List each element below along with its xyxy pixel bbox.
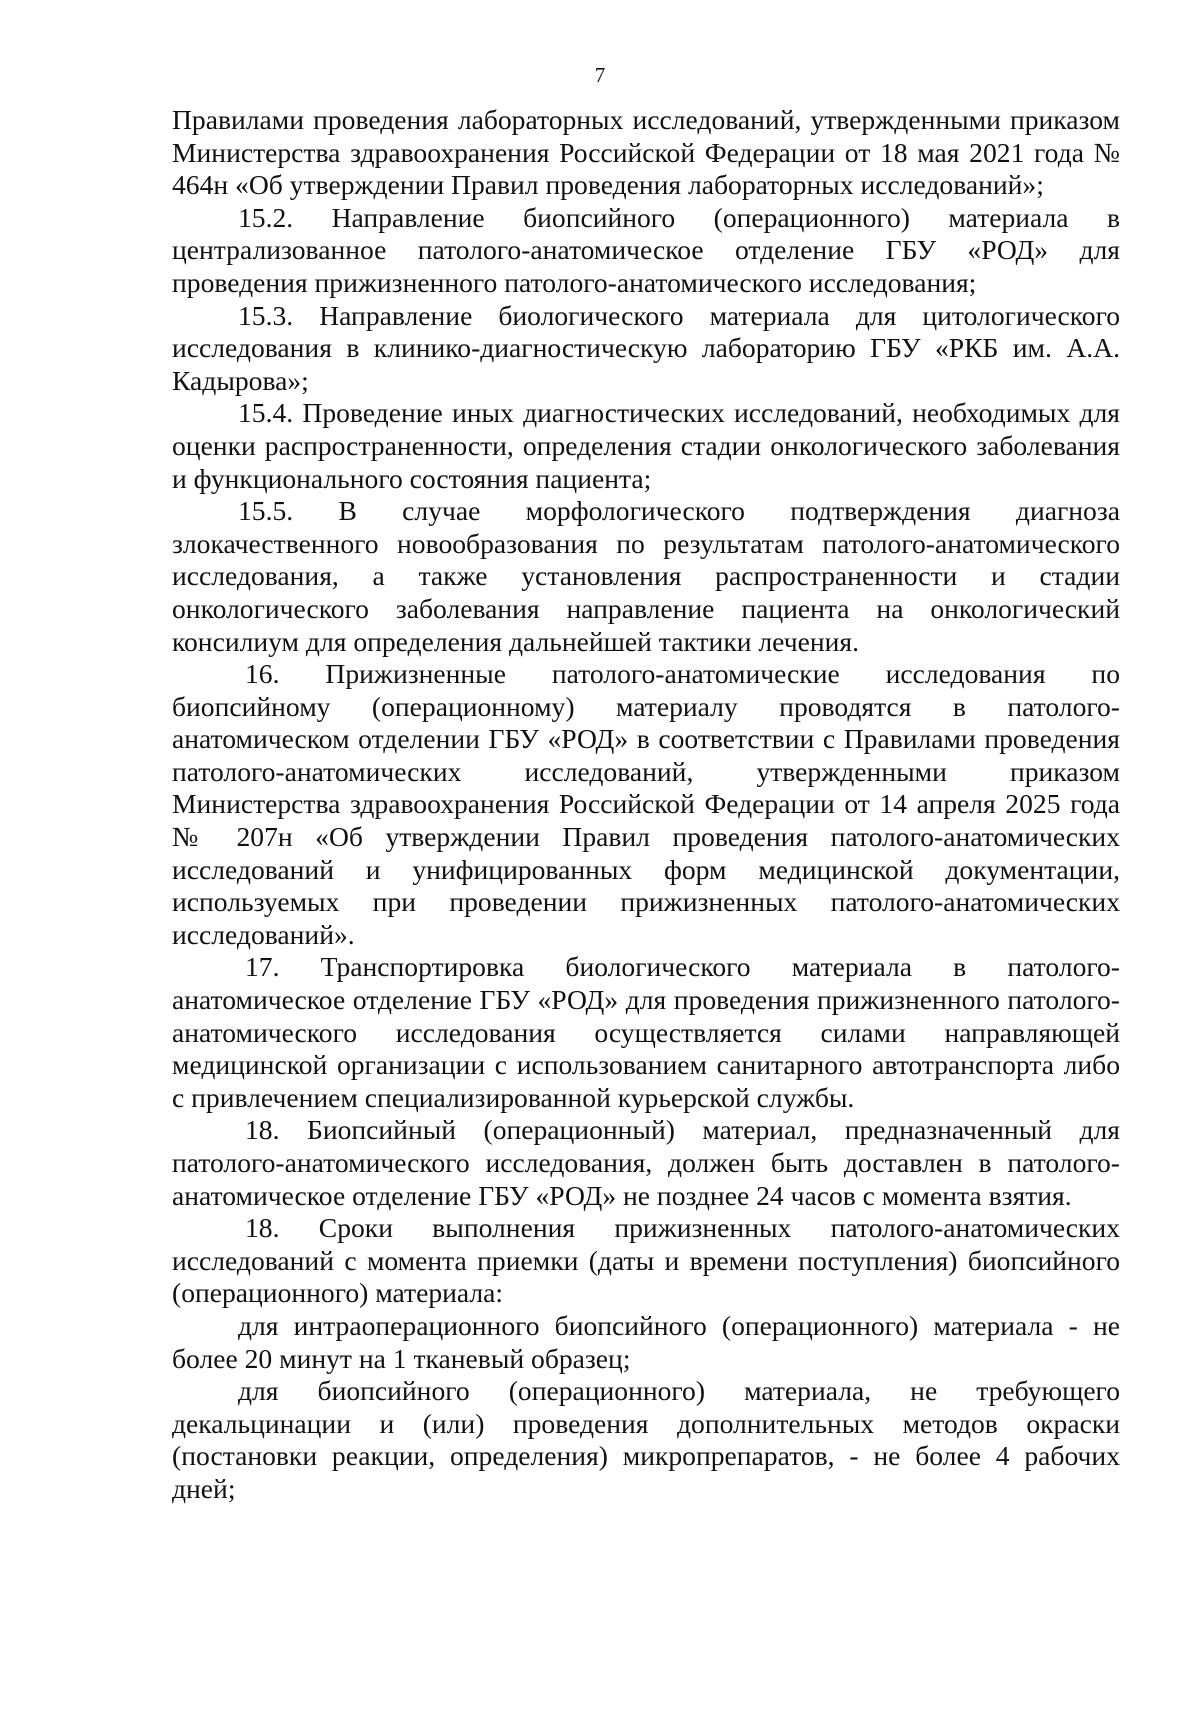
paragraph-intraoperative-material: для интраоперационного биопсийного (операционного) материала - не более 20 минут на 1 тканевый образец; (172, 1309, 1120, 1374)
paragraph-16: 16. Прижизненные патолого-анатомические исследования по биопсийному (операционному) материалу проводятся в патолого-анатомическом отделении ГБУ «РОД» в соответствии с Правилами проведения патолого-анатомических исследований, утвержденными приказом Министерства здравоохранения Российской Федерации от 14 апреля 2025 года № 207н «Об утверждении Правил проведения патолого-анатомических исследований и унифицированных форм медицинской документации, используемых при проведении прижизненных патолого-анатомических исследований». (172, 658, 1120, 950)
paragraph-18-timeframes: 18. Сроки выполнения прижизненных патолого-анатомических исследований с момента приемки (даты и времени поступления) биопсийного (операционного) материала: (172, 1212, 1120, 1309)
page-number: 7 (594, 63, 606, 87)
paragraph-rules-lab-research: Правилами проведения лабораторных исследований, утвержденными приказом Министерства здравоохранения Российской Федерации от 18 мая 2021 года № 464н «Об утверждении Правил проведения лабораторных исследований»; (172, 104, 1120, 201)
document-body (172, 104, 1120, 1506)
paragraph-15-2: 15.2. Направление биопсийного (операционного) материала в централизованное патолого-анатомическое отделение ГБУ «РОД» для проведения прижизненного патолого-анатомического исследования; (172, 201, 1120, 298)
paragraph-15-4: 15.4. Проведение иных диагностических исследований, необходимых для оценки распространенности, определения стадии онкологического заболевания и функционального состояния пациента; (172, 397, 1120, 494)
paragraph-17: 17. Транспортировка биологического материала в патолого-анатомическое отделение ГБУ «РОД» для проведения прижизненного патолого-анатомического исследования осуществляется силами направляющей медицинской организации с использованием санитарного автотранспорта либо с привлечением специализированной курьерской службы. (172, 951, 1120, 1113)
paragraph-15-3: 15.3. Направление биологического материала для цитологического исследования в клинико-диагностическую лабораторию ГБУ «РКБ им. А.А. Кадырова»; (172, 299, 1120, 396)
paragraph-biopsy-material: для биопсийного (операционного) материала, не требующего декальцинации и (или) проведения дополнительных методов окраски (постановки реакции, определения) микропрепаратов, - не более 4 рабочих дней; (172, 1375, 1120, 1504)
paragraph-15-5: 15.5. В случае морфологического подтверждения диагноза злокачественного новообразования по результатам патолого-анатомического исследования, а также установления распространенности и стадии онкологического заболевания направление пациента на онкологический консилиум для определения дальнейшей тактики лечения. (172, 495, 1120, 657)
paragraph-18-delivery: 18. Биопсийный (операционный) материал, предназначенный для патолого-анатомического исследования, должен быть доставлен в патолого-анатомическое отделение ГБУ «РОД» не позднее 24 часов с момента взятия. (172, 1114, 1120, 1211)
